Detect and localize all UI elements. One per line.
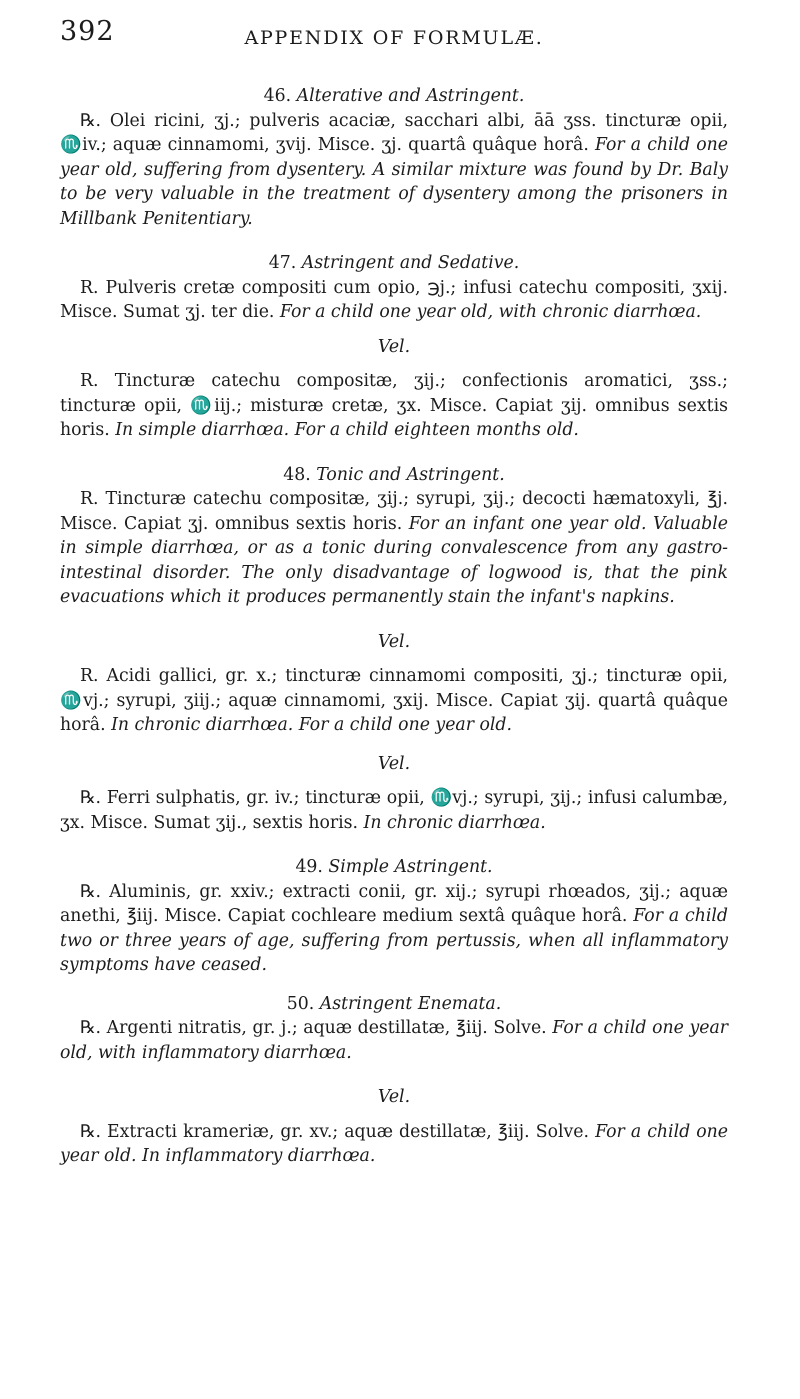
prescription-note: For a child two or three years of age, suffering from pertussis, when all inflammatory symptoms have ceased. [60,906,728,975]
section-number: 50. [286,993,315,1014]
prescription-note: In chronic diarrhœa. [363,812,546,833]
section-heading-46 [60,84,728,109]
prescription-text: ℞. Aluminis, gr. xxiv.; extracti conii, gr. xij.; syrupi rhœados, ʒij.; aquæ anethi, ℥iij. Misce. Capiat cochleare medium sextâ quâque horâ. [60,881,728,926]
section-heading-49 [60,855,728,880]
prescription-note: For a child one year old, with chronic diarrhœa. [279,302,702,322]
prescription [60,276,728,325]
prescription-text: ℞. Olei ricini, ʒj.; pulveris acaciæ, sacchari albi, āā ʒss. tincturæ opii, ♏iv.; aquæ cinnamomi, ʒvij. Misce. ʒj. quartâ quâque horâ. [60,110,728,155]
section-title: Simple Astringent. [328,857,493,877]
section-number: 47. [268,253,297,273]
vel-divider: Vel. [377,753,411,774]
prescription-text: R. Acidi gallici, gr. x.; tincturæ cinnamomi compositi, ʒj.; tincturæ opii, ♏vj.; syrupi, ʒiij.; aquæ cinnamomi, ʒxij. Misce. Capiat ʒij. quartâ quâque horâ. [60,666,728,735]
running-head [60,0,728,60]
prescription-note: For a child one year old, suffering from dysentery. A similar mixture was found by Dr. Baly to be very valuable in the treatment of dysentery among the prisoners in Millbank Penitentiary. [60,135,728,229]
prescription-note: In simple diarrhœa. For a child eighteen months old. [115,420,579,440]
section-heading-48 [60,463,728,488]
vel-divider: Vel. [377,336,411,357]
running-title: APPENDIX OF FORMULÆ. [244,27,544,49]
section-title: Astringent Enemata. [319,993,502,1014]
prescription [60,487,728,610]
prescription [60,109,728,232]
section-number: 46. [263,86,292,106]
prescription [60,664,728,738]
page-number: 392 [60,16,115,47]
section-number: 48. [283,464,311,485]
prescription-note: For a child one year old. In inflammatory diarrhœa. [60,1121,728,1166]
prescription-text: R. Tincturæ catechu compositæ, ʒij.; syrupi, ʒij.; decocti hæmatoxyli, ℥j. Misce. Capiat ʒj. omnibus sextis horis. [60,489,728,534]
prescription-text: ℞. Argenti nitratis, gr. j.; aquæ destillatæ, ℥iij. Solve. [80,1018,547,1038]
prescription [60,786,728,835]
prescription [60,1120,728,1169]
prescription-note: In chronic diarrhœa. For a child one year old. [111,715,512,735]
prescription [60,880,728,978]
prescription [60,1016,728,1065]
section-title: Tonic and Astringent. [316,464,505,485]
prescription-text: ℞. Ferri sulphatis, gr. iv.; tincturæ opii, ♏vj.; syrupi, ʒij.; infusi calumbæ, ʒx. Misce. Sumat ʒij., sextis horis. [60,788,728,833]
section-heading-50 [60,992,728,1017]
prescription [60,369,728,443]
vel-divider: Vel. [377,631,411,652]
section-heading-47 [60,251,728,276]
prescription-note: For an infant one year old. Valuable in simple diarrhœa, or as a tonic during convalescence from any gastro-intestinal disorder. The only disadvantage of logwood is, that the pink evacuations which it produces permanently stain the infant's napkins. [60,513,729,607]
section-title: Alterative and Astringent. [296,86,525,106]
vel-divider: Vel. [377,1087,411,1107]
prescription-text: R. Pulveris cretæ compositi cum opio, ℈j.; infusi catechu compositi, ʒxij. Misce. Sumat ʒj. ter die. [60,277,728,322]
section-number: 49. [295,857,323,877]
prescription-text: R. Tincturæ catechu compositæ, ʒij.; confectionis aromatici, ʒss.; tincturæ opii, ♏iij.; misturæ cretæ, ʒx. Misce. Capiat ʒij. omnibus sextis horis. [60,371,728,440]
prescription-note: For a child one year old, with inflammatory diarrhœa. [60,1018,729,1063]
section-title: Astringent and Sedative. [301,253,520,273]
prescription-text: ℞. Extracti krameriæ, gr. xv.; aquæ destillatæ, ℥iij. Solve. [80,1121,589,1142]
